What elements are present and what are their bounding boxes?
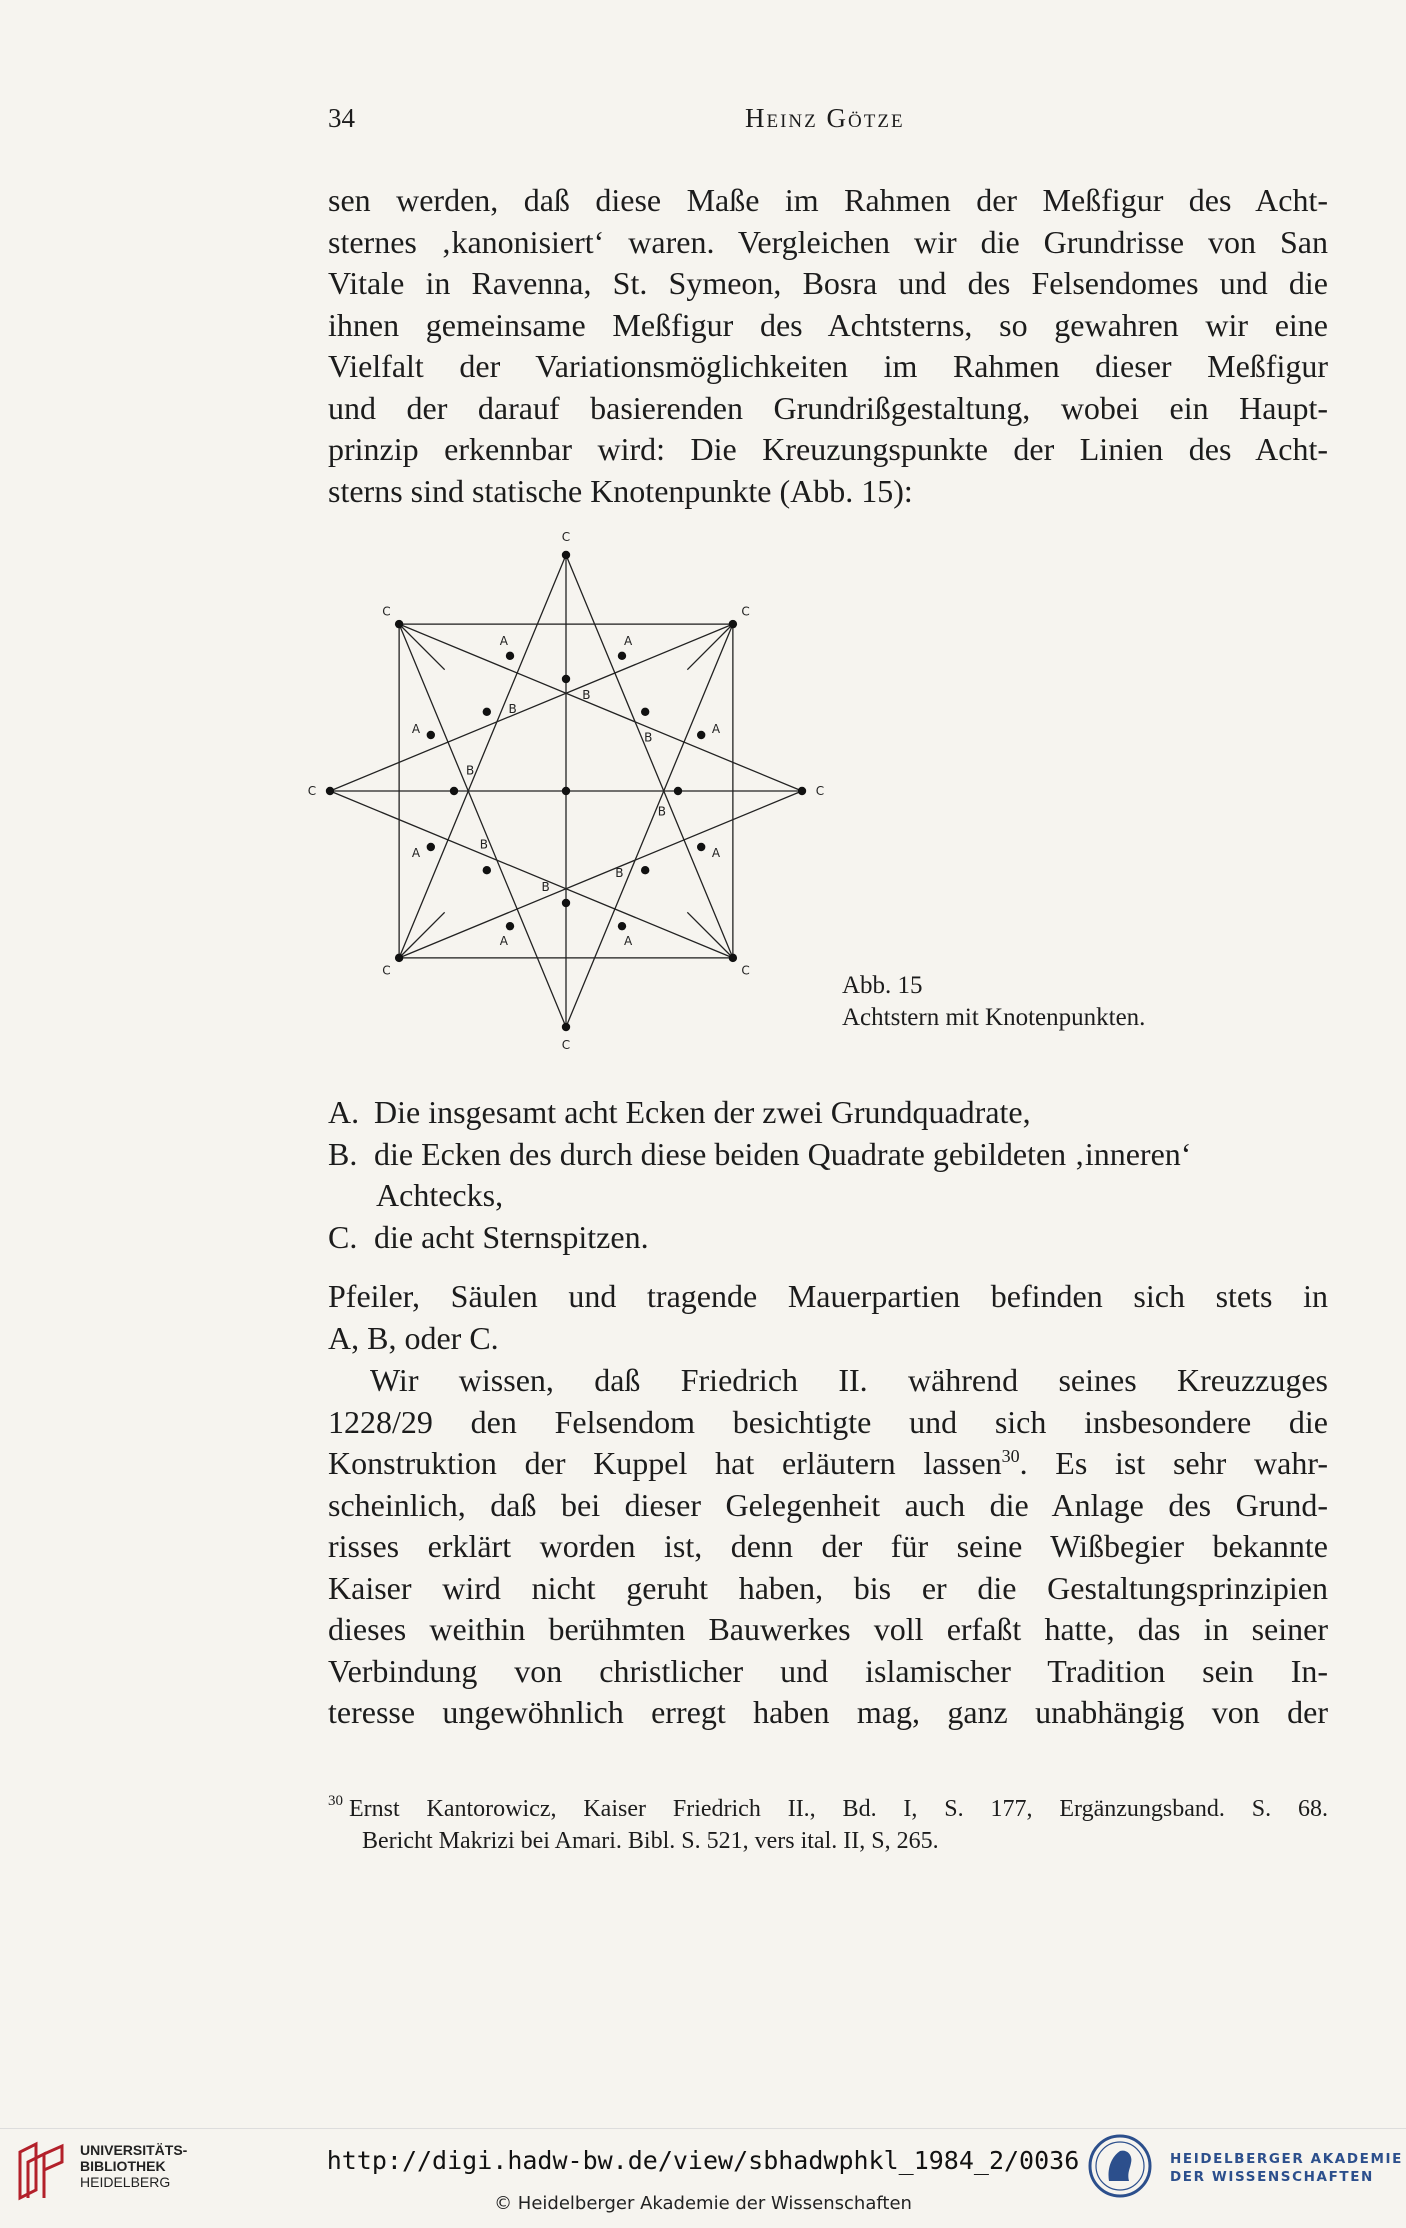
node-a bbox=[618, 652, 626, 660]
figure-achtstern bbox=[300, 530, 840, 1070]
text-line: Wir wissen, daß Friedrich II. während seines Kreuzzuges bbox=[370, 1362, 1328, 1398]
node-label-a: A bbox=[624, 933, 633, 948]
node-b bbox=[483, 866, 491, 874]
text-line: sen werden, daß diese Maße im Rahmen der Meßfigur des Acht- bbox=[328, 182, 1328, 218]
achtstern-diagram bbox=[300, 530, 840, 1070]
node-label-b: B bbox=[508, 701, 517, 716]
node-label-b: B bbox=[541, 879, 550, 894]
text-segment: . Es ist sehr wahr- bbox=[1019, 1445, 1329, 1481]
node-b bbox=[562, 675, 570, 683]
academy-line: DER WISSENSCHAFTEN bbox=[1170, 2169, 1374, 2185]
caption-number: Abb. 15 bbox=[842, 972, 923, 999]
text-line: prinzip erkennbar wird: Die Kreuzungspunkte der Linien des Acht- bbox=[328, 431, 1328, 467]
node-c bbox=[798, 787, 806, 795]
node-c bbox=[729, 620, 737, 628]
star-line bbox=[399, 791, 802, 958]
node-a bbox=[427, 843, 435, 851]
node-c bbox=[395, 954, 403, 962]
text-segment: Konstruktion der Kuppel hat erläutern lassen bbox=[328, 1445, 1002, 1481]
corner-diagonal bbox=[399, 624, 445, 670]
list-key: A. bbox=[328, 1094, 360, 1130]
footnotes bbox=[328, 1785, 1328, 1857]
star-line bbox=[566, 555, 733, 958]
list-item-a bbox=[328, 1092, 1328, 1134]
text-line: dieses weithin berühmten Bauwerkes voll erfaßt hatte, das in seiner bbox=[328, 1611, 1328, 1647]
node-a bbox=[427, 731, 435, 739]
star-line bbox=[399, 624, 802, 791]
academy-seal-icon bbox=[1087, 2133, 1153, 2199]
node-c bbox=[326, 787, 334, 795]
node-label-c: C bbox=[815, 784, 825, 798]
list-key: B. bbox=[328, 1135, 358, 1172]
corner-diagonal bbox=[687, 624, 733, 670]
corner-diagonal bbox=[399, 912, 445, 958]
star-line bbox=[399, 624, 566, 1027]
node-c bbox=[562, 1023, 570, 1031]
star-line bbox=[330, 624, 733, 791]
text-line: sterns sind statische Knotenpunkte (Abb. 15): bbox=[328, 472, 913, 509]
node-label-c: C bbox=[307, 784, 317, 798]
text-line: und der darauf basierenden Grundrißgestaltung, wobei ein Haupt- bbox=[328, 389, 1328, 426]
node-label-a: A bbox=[499, 933, 508, 948]
text-line: Kaiser wird nicht geruht haben, bis er die Gestaltungsprinzipien bbox=[328, 1569, 1328, 1606]
node-label-c: C bbox=[741, 963, 750, 978]
main-paragraph bbox=[328, 1360, 1328, 1734]
running-head: Heinz Götze bbox=[745, 103, 905, 133]
corner-diagonal bbox=[687, 912, 733, 958]
node-label-c: C bbox=[741, 604, 750, 619]
text-line: A, B, oder C. bbox=[328, 1319, 499, 1356]
node-label-c: C bbox=[382, 963, 391, 978]
node-label-a: A bbox=[624, 634, 633, 649]
node-a bbox=[697, 731, 705, 739]
node-label-a: A bbox=[711, 721, 721, 736]
text-line: Vitale in Ravenna, St. Symeon, Bosra und des Felsendomes und die bbox=[328, 265, 1328, 301]
text-line: sternes ‚kanonisiert‘ waren. Vergleichen wir die Grundrisse von San bbox=[328, 223, 1328, 260]
node-b bbox=[641, 866, 649, 874]
node-label-b: B bbox=[466, 763, 475, 778]
node-c bbox=[395, 620, 403, 628]
node-a bbox=[618, 922, 626, 930]
list-item-b bbox=[328, 1134, 1328, 1176]
text-line: 1228/29 den Felsendom besichtigte und sich insbesondere die bbox=[328, 1403, 1328, 1440]
star-line bbox=[330, 791, 733, 958]
text-line: risses erklärt worden ist, denn der für seine Wißbegier bekannte bbox=[328, 1528, 1328, 1564]
node-list bbox=[328, 1092, 1328, 1258]
node-label-a: A bbox=[711, 846, 721, 861]
node-label-c: C bbox=[382, 604, 391, 619]
text-line: ihnen gemeinsame Meßfigur des Achtsterns, so gewahren wir eine bbox=[328, 306, 1328, 343]
text-line: Verbindung von christlicher und islamischer Tradition sein In- bbox=[328, 1652, 1328, 1689]
node-b bbox=[483, 708, 491, 716]
node-label-b: B bbox=[615, 866, 624, 881]
node-label-b: B bbox=[644, 730, 653, 745]
source-url-link[interactable]: http://digi.hadw-bw.de/view/sbhadwphkl_1984_2/0036 bbox=[326, 2146, 1080, 2175]
star-line bbox=[566, 624, 733, 1027]
node-label-b: B bbox=[657, 804, 666, 819]
footnote-reference: 30 bbox=[1001, 1446, 1020, 1466]
academy-name bbox=[1170, 2150, 1403, 2186]
node-c bbox=[562, 551, 570, 559]
figure-caption bbox=[842, 970, 1145, 1034]
node-label-a: A bbox=[411, 846, 421, 861]
node-a bbox=[506, 652, 514, 660]
text-line: Pfeiler, Säulen und tragende Mauerpartien befinden sich stets in bbox=[328, 1278, 1328, 1314]
text-line: Vielfalt der Variationsmöglichkeiten im Rahmen dieser Meßfigur bbox=[328, 348, 1328, 384]
node-label-c: C bbox=[561, 530, 571, 544]
footnote-text: Ernst Kantorowicz, Kaiser Friedrich II., Bd. I, S. 177, Ergänzungsband. S. 68. bbox=[349, 1796, 1328, 1822]
text-line bbox=[328, 1443, 1328, 1485]
node-b bbox=[450, 787, 458, 795]
text-line: teresse ungewöhnlich erregt haben mag, ganz unabhängig von der bbox=[328, 1694, 1328, 1730]
star-line bbox=[399, 555, 566, 958]
library-line: HEIDELBERG bbox=[80, 2174, 171, 2190]
footnote-mark: 30 bbox=[328, 1793, 343, 1809]
node-label-c: C bbox=[561, 1038, 571, 1052]
footnote-line bbox=[328, 1785, 1328, 1825]
node-centre bbox=[562, 787, 570, 795]
node-b bbox=[674, 787, 682, 795]
list-text: Die insgesamt acht Ecken der zwei Grundquadrate, bbox=[374, 1094, 1031, 1130]
node-label-a: A bbox=[499, 634, 508, 649]
node-c bbox=[729, 954, 737, 962]
node-a bbox=[697, 843, 705, 851]
node-label-a: A bbox=[411, 721, 421, 736]
list-key: C. bbox=[328, 1218, 358, 1255]
copyright-notice: © Heidelberger Akademie der Wissenschaften bbox=[494, 2193, 912, 2214]
node-label-b: B bbox=[479, 837, 488, 852]
page-header bbox=[328, 103, 1328, 143]
intro-paragraph bbox=[328, 180, 1328, 512]
list-text: die acht Sternspitzen. bbox=[374, 1218, 649, 1255]
page-number: 34 bbox=[328, 103, 355, 133]
text-line: scheinlich, daß bei dieser Gelegenheit auch die Anlage des Grund- bbox=[328, 1486, 1328, 1523]
pfeiler-paragraph bbox=[328, 1276, 1328, 1359]
node-b bbox=[562, 899, 570, 907]
list-item-b-continued: Achtecks, bbox=[376, 1177, 504, 1213]
list-item-c bbox=[328, 1217, 1328, 1259]
footnote-line: Bericht Makrizi bei Amari. Bibl. S. 521, vers ital. II, S, 265. bbox=[362, 1828, 939, 1854]
academy-line: HEIDELBERGER AKADEMIE bbox=[1170, 2151, 1403, 2167]
caption-text: Achtstern mit Knotenpunkten. bbox=[842, 1004, 1146, 1031]
node-label-b: B bbox=[582, 688, 591, 703]
node-b bbox=[641, 708, 649, 716]
list-text: die Ecken des durch diese beiden Quadrate gebildeten ‚inneren‘ bbox=[374, 1135, 1192, 1172]
library-line: BIBLIOTHEK bbox=[80, 2158, 166, 2174]
library-line: UNIVERSITÄTS- bbox=[80, 2142, 188, 2158]
node-a bbox=[506, 922, 514, 930]
